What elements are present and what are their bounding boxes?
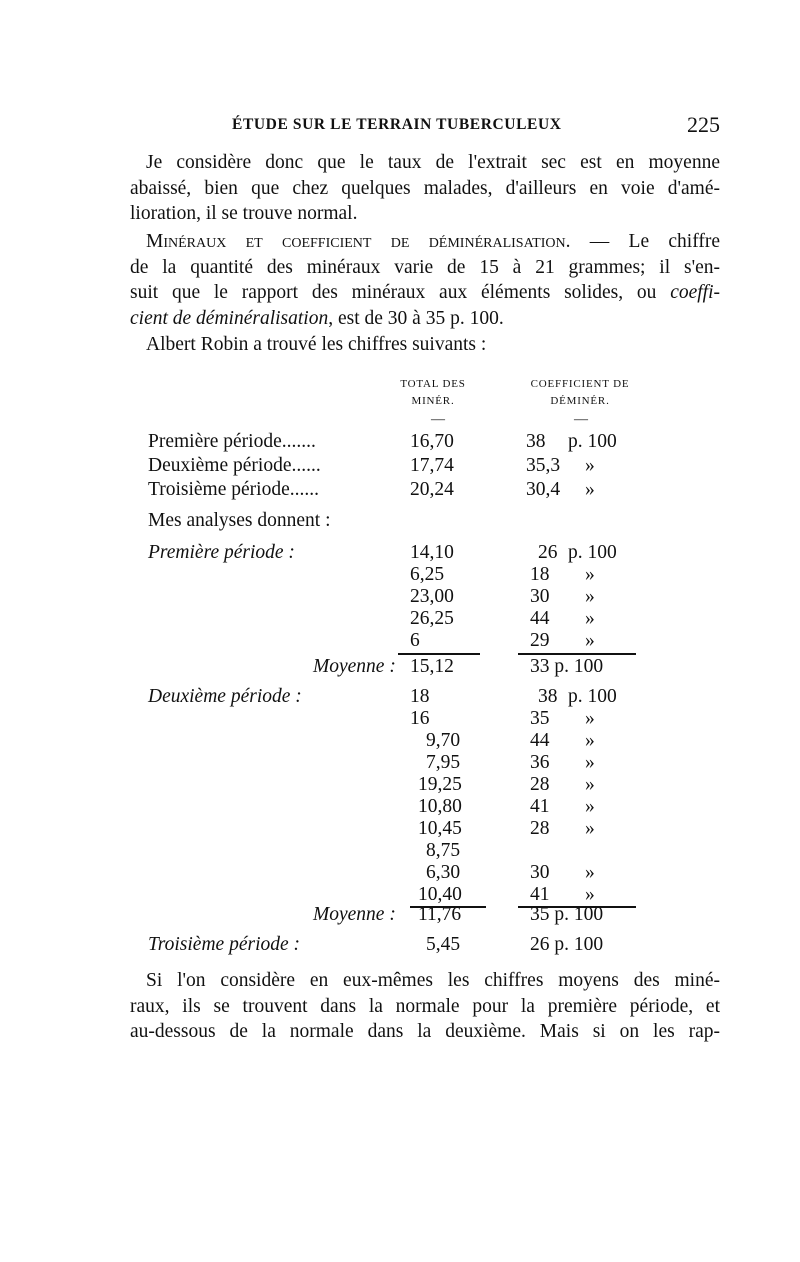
section-heading: Minéraux et coefficient de déminéralisation. — [146, 231, 571, 252]
moyenne-coef: 35 p. 100 — [530, 904, 604, 925]
header-dash: — — [574, 412, 588, 427]
total-value: 18 — [410, 686, 430, 707]
coef-value: 29 — [530, 630, 550, 651]
unit: » — [585, 630, 595, 651]
coef-value: 28 — [530, 774, 550, 795]
text-line — [130, 280, 720, 306]
total-value: 6,30 — [426, 862, 461, 883]
coef-value: 44 — [530, 730, 550, 751]
total-value: 7,95 — [426, 752, 461, 773]
unit: » — [585, 752, 595, 773]
italic-term: coeffi- — [670, 282, 720, 304]
total-value: 17,74 — [410, 455, 454, 476]
header-line: TOTAL DES — [400, 378, 466, 390]
coef-value: 41 — [530, 884, 550, 905]
moyenne-total: 15,12 — [410, 656, 454, 677]
moyenne-label: Moyenne : — [313, 904, 396, 925]
total-value: 10,45 — [418, 818, 462, 839]
total-value: 10,80 — [418, 796, 462, 817]
header-line: DÉMINÉR. — [550, 395, 610, 407]
group-label: Deuxième période : — [148, 686, 302, 707]
total-value: 16,70 — [410, 431, 454, 452]
coef-value: 30,4 — [526, 479, 561, 500]
text-fragment: — Le chiffre — [570, 231, 720, 252]
running-title: ÉTUDE SUR LE TERRAIN TUBERCULEUX — [232, 116, 562, 133]
text-fragment: , est de 30 à 35 p. 100. — [328, 307, 504, 329]
text-line: Si l'on considère en eux-mêmes les chiffres moyens des miné- — [146, 970, 720, 991]
coef-value: 30 — [530, 586, 550, 607]
unit: » — [585, 708, 595, 729]
col-header-coefficient — [505, 376, 655, 410]
coef-value: 35,3 — [526, 455, 561, 476]
total-value: 23,00 — [410, 586, 454, 607]
moyenne-total: 11,76 — [418, 904, 462, 925]
total-value: 10,40 — [418, 884, 462, 905]
total-value: 20,24 — [410, 479, 454, 500]
coef-value: 36 — [530, 752, 550, 773]
coef-value: 38 — [538, 686, 558, 707]
moyenne-label: Moyenne : — [313, 656, 396, 677]
header-line: MINÉR. — [411, 395, 455, 407]
text-line: Albert Robin a trouvé les chiffres suivants : — [146, 334, 487, 355]
header-dash: — — [431, 412, 445, 427]
unit: » — [585, 818, 595, 839]
total-value: 26,25 — [410, 608, 454, 629]
unit: p. 100 — [568, 431, 617, 452]
total-value: 6,25 — [410, 564, 445, 585]
text-fragment: suit que le rapport des minéraux aux éléments solides, ou — [130, 282, 671, 304]
coef-value: 26 p. 100 — [530, 934, 604, 955]
text-line — [130, 306, 720, 332]
coef-value: 28 — [530, 818, 550, 839]
total-value: 9,70 — [426, 730, 461, 751]
total-value: 19,25 — [418, 774, 462, 795]
page-header — [130, 112, 720, 142]
text-line: lioration, il se trouve normal. — [130, 203, 358, 225]
row-label: Troisième période...... — [148, 479, 319, 500]
text-line: abaissé, bien que chez quelques malades, d'ailleurs en voie d'amé- — [130, 177, 720, 199]
page-number: 225 — [687, 112, 720, 137]
text-line: Je considère donc que le taux de l'extrait sec est en moyenne — [146, 152, 720, 173]
total-value: 8,75 — [426, 840, 461, 861]
text-line: au-dessous de la normale dans la deuxième. Mais si on les rap- — [130, 1021, 720, 1043]
total-value: 14,10 — [410, 542, 454, 563]
unit: » — [585, 730, 595, 751]
row-label: Première période....... — [148, 431, 316, 452]
group-label: Troisième période : — [148, 934, 301, 955]
unit: » — [585, 774, 595, 795]
col-header-total — [378, 376, 488, 410]
unit: » — [585, 479, 595, 500]
sum-rule — [398, 653, 480, 655]
coef-value: 18 — [530, 564, 550, 585]
text-line: raux, ils se trouvent dans la normale pour la première période, et — [130, 995, 720, 1017]
unit: p. 100 — [568, 686, 617, 707]
unit: » — [585, 796, 595, 817]
total-value: 16 — [410, 708, 430, 729]
unit: » — [585, 564, 595, 585]
paragraph-conclusion — [130, 968, 720, 1045]
italic-term: cient de déminéralisation — [130, 307, 329, 329]
moyenne-coef: 33 p. 100 — [530, 656, 604, 677]
coef-value: 38 — [526, 431, 546, 452]
unit: » — [585, 862, 595, 883]
coef-value: 30 — [530, 862, 550, 883]
text-line — [130, 229, 720, 255]
intro-analyses: Mes analyses donnent : — [148, 510, 331, 531]
unit: » — [585, 884, 595, 905]
unit: p. 100 — [568, 542, 617, 563]
sum-rule — [518, 653, 636, 655]
paragraph-robin — [130, 332, 720, 358]
total-value: 6 — [410, 630, 420, 651]
coef-value: 44 — [530, 608, 550, 629]
coef-value: 26 — [538, 542, 558, 563]
coef-value: 35 — [530, 708, 550, 729]
total-value: 5,45 — [426, 934, 461, 955]
text-line: de la quantité des minéraux varie de 15 à 21 grammes; il s'en- — [130, 256, 720, 278]
unit: » — [585, 586, 595, 607]
paragraph-mineraux — [130, 229, 720, 331]
paragraph-extrait-sec — [130, 150, 720, 227]
header-line: COEFFICIENT DE — [530, 378, 630, 390]
group-label: Première période : — [148, 542, 295, 563]
coef-value: 41 — [530, 796, 550, 817]
unit: » — [585, 455, 595, 476]
unit: » — [585, 608, 595, 629]
row-label: Deuxième période...... — [148, 455, 321, 476]
